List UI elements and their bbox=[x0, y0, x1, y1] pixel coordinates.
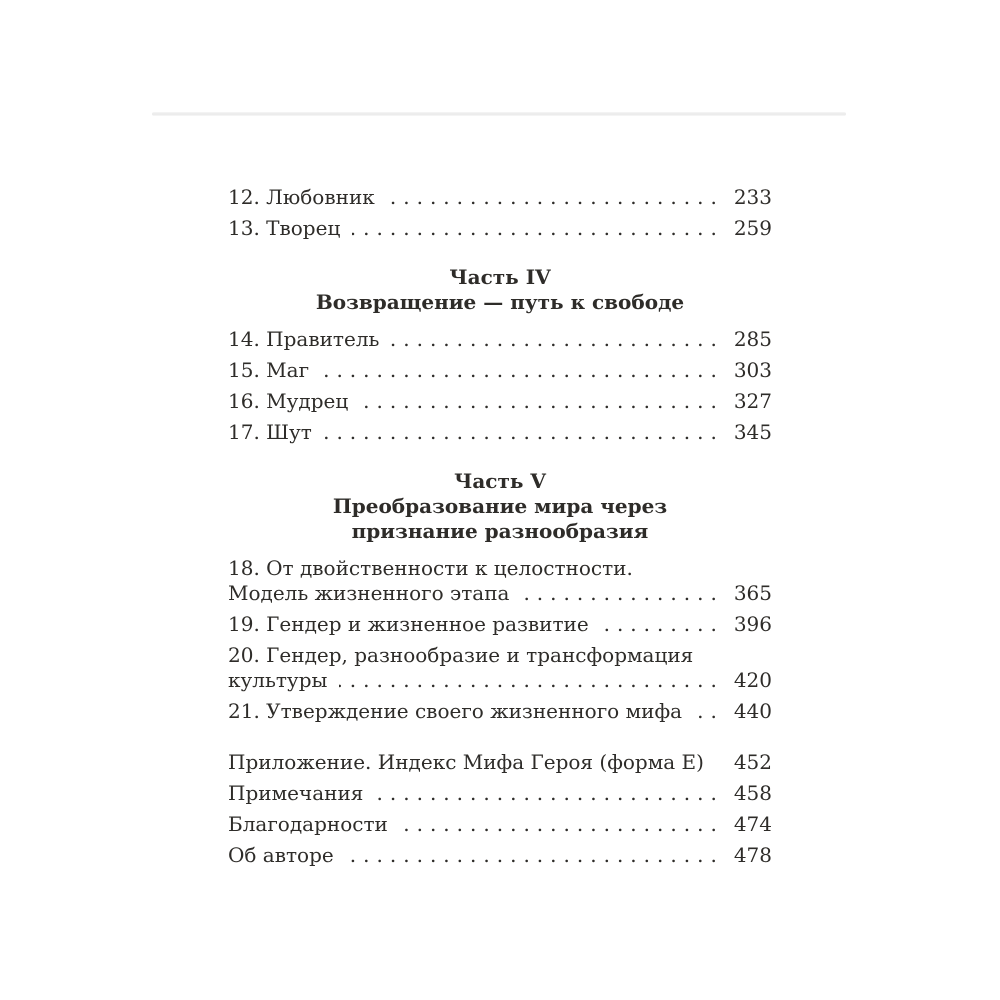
toc-entry-row bbox=[228, 612, 772, 637]
toc-entry-row bbox=[228, 812, 772, 837]
dot-leader bbox=[387, 185, 724, 210]
toc-section bbox=[228, 750, 772, 868]
toc-entry-text: Об авторе bbox=[228, 843, 334, 867]
toc-entry-row bbox=[228, 185, 772, 210]
toc-entry-row bbox=[228, 358, 772, 383]
toc-entry-text: 13. Творец bbox=[228, 216, 341, 240]
toc-entry bbox=[228, 358, 772, 383]
toc-entry-text: Благодарности bbox=[228, 812, 388, 836]
toc-entry-text: 18. От двойственности к целостности. bbox=[228, 556, 633, 580]
toc-page-number: 259 bbox=[733, 216, 772, 240]
toc-entry bbox=[228, 389, 772, 414]
toc-entry-text: 12. Любовник bbox=[228, 185, 375, 209]
toc-entry-row bbox=[228, 668, 772, 693]
toc-entry-row bbox=[228, 843, 772, 868]
part-heading-line: признание разнообразия bbox=[351, 519, 649, 543]
toc-section bbox=[228, 265, 772, 445]
toc-page-number: 365 bbox=[733, 581, 772, 605]
toc-entry-row bbox=[228, 216, 772, 241]
dot-leader bbox=[346, 843, 724, 868]
toc-entry bbox=[228, 327, 772, 352]
part-heading-line: Часть V bbox=[454, 469, 546, 493]
part-heading-line: Преобразование мира через bbox=[332, 494, 668, 518]
toc-entry-text: 20. Гендер, разнообразие и трансформация bbox=[228, 643, 694, 667]
toc-entry-row bbox=[228, 699, 772, 724]
toc-entry-text: Приложение. Индекс Мифа Героя (форма Е) bbox=[228, 750, 704, 774]
toc-page-number: 396 bbox=[733, 612, 772, 636]
toc-section bbox=[228, 185, 772, 241]
toc-entry-row bbox=[228, 327, 772, 352]
toc-page-number: 233 bbox=[733, 185, 772, 209]
toc-entry bbox=[228, 699, 772, 724]
dot-leader bbox=[694, 699, 724, 724]
toc-entry bbox=[228, 781, 772, 806]
toc-page-number: 478 bbox=[733, 843, 772, 867]
toc-entry bbox=[228, 843, 772, 868]
toc-entry-text: 21. Утверждение своего жизненного мифа bbox=[228, 699, 683, 723]
part-heading-line: Часть IV bbox=[449, 265, 551, 289]
dot-leader bbox=[391, 327, 723, 352]
toc-entry bbox=[228, 185, 772, 210]
toc-entry-row bbox=[228, 420, 772, 445]
part-heading-line: Возвращение — путь к свободе bbox=[315, 290, 685, 314]
toc-section bbox=[228, 469, 772, 724]
toc-entry-text: Примечания bbox=[228, 781, 364, 805]
toc-entry-text: 16. Мудрец bbox=[228, 389, 349, 413]
toc-page-number: 440 bbox=[733, 699, 772, 723]
toc-page-number: 452 bbox=[733, 750, 772, 774]
toc-page-number: 285 bbox=[733, 327, 772, 351]
part-heading bbox=[228, 469, 772, 544]
toc-entry-row bbox=[228, 581, 772, 606]
part-heading bbox=[228, 265, 772, 315]
dot-leader bbox=[321, 358, 724, 383]
toc-entry bbox=[228, 612, 772, 637]
toc-entry-text: 14. Правитель bbox=[228, 327, 380, 351]
dot-leader bbox=[601, 612, 724, 637]
page-top-separator bbox=[152, 112, 846, 116]
toc-entry bbox=[228, 643, 772, 693]
toc-entry bbox=[228, 750, 772, 775]
toc-entry-text: 17. Шут bbox=[228, 420, 312, 444]
toc-entry bbox=[228, 556, 772, 606]
toc-page-number: 420 bbox=[733, 668, 772, 692]
toc-page-number: 345 bbox=[733, 420, 772, 444]
toc-entry-row bbox=[228, 781, 772, 806]
toc-entry-text: 19. Гендер и жизненное развитие bbox=[228, 612, 589, 636]
dot-leader bbox=[324, 420, 724, 445]
dot-leader bbox=[400, 812, 724, 837]
toc-entry bbox=[228, 420, 772, 445]
toc-page-number: 474 bbox=[733, 812, 772, 836]
toc-entry-text: культуры bbox=[228, 668, 328, 692]
dot-leader bbox=[716, 750, 724, 775]
dot-leader bbox=[360, 389, 724, 414]
toc-page-number: 327 bbox=[733, 389, 772, 413]
toc-entry bbox=[228, 216, 772, 241]
toc-entry-text: 15. Маг bbox=[228, 358, 310, 382]
toc-page-number: 458 bbox=[733, 781, 772, 805]
dot-leader bbox=[375, 781, 723, 806]
dot-leader bbox=[521, 581, 723, 606]
toc-page-number: 303 bbox=[733, 358, 772, 382]
toc-entry bbox=[228, 812, 772, 837]
toc-entry-row bbox=[228, 750, 772, 775]
toc-entry-row bbox=[228, 389, 772, 414]
dot-leader bbox=[339, 668, 723, 693]
toc-entry-text: Модель жизненного этапа bbox=[228, 581, 510, 605]
dot-leader bbox=[352, 216, 724, 241]
table-of-contents bbox=[228, 185, 772, 874]
